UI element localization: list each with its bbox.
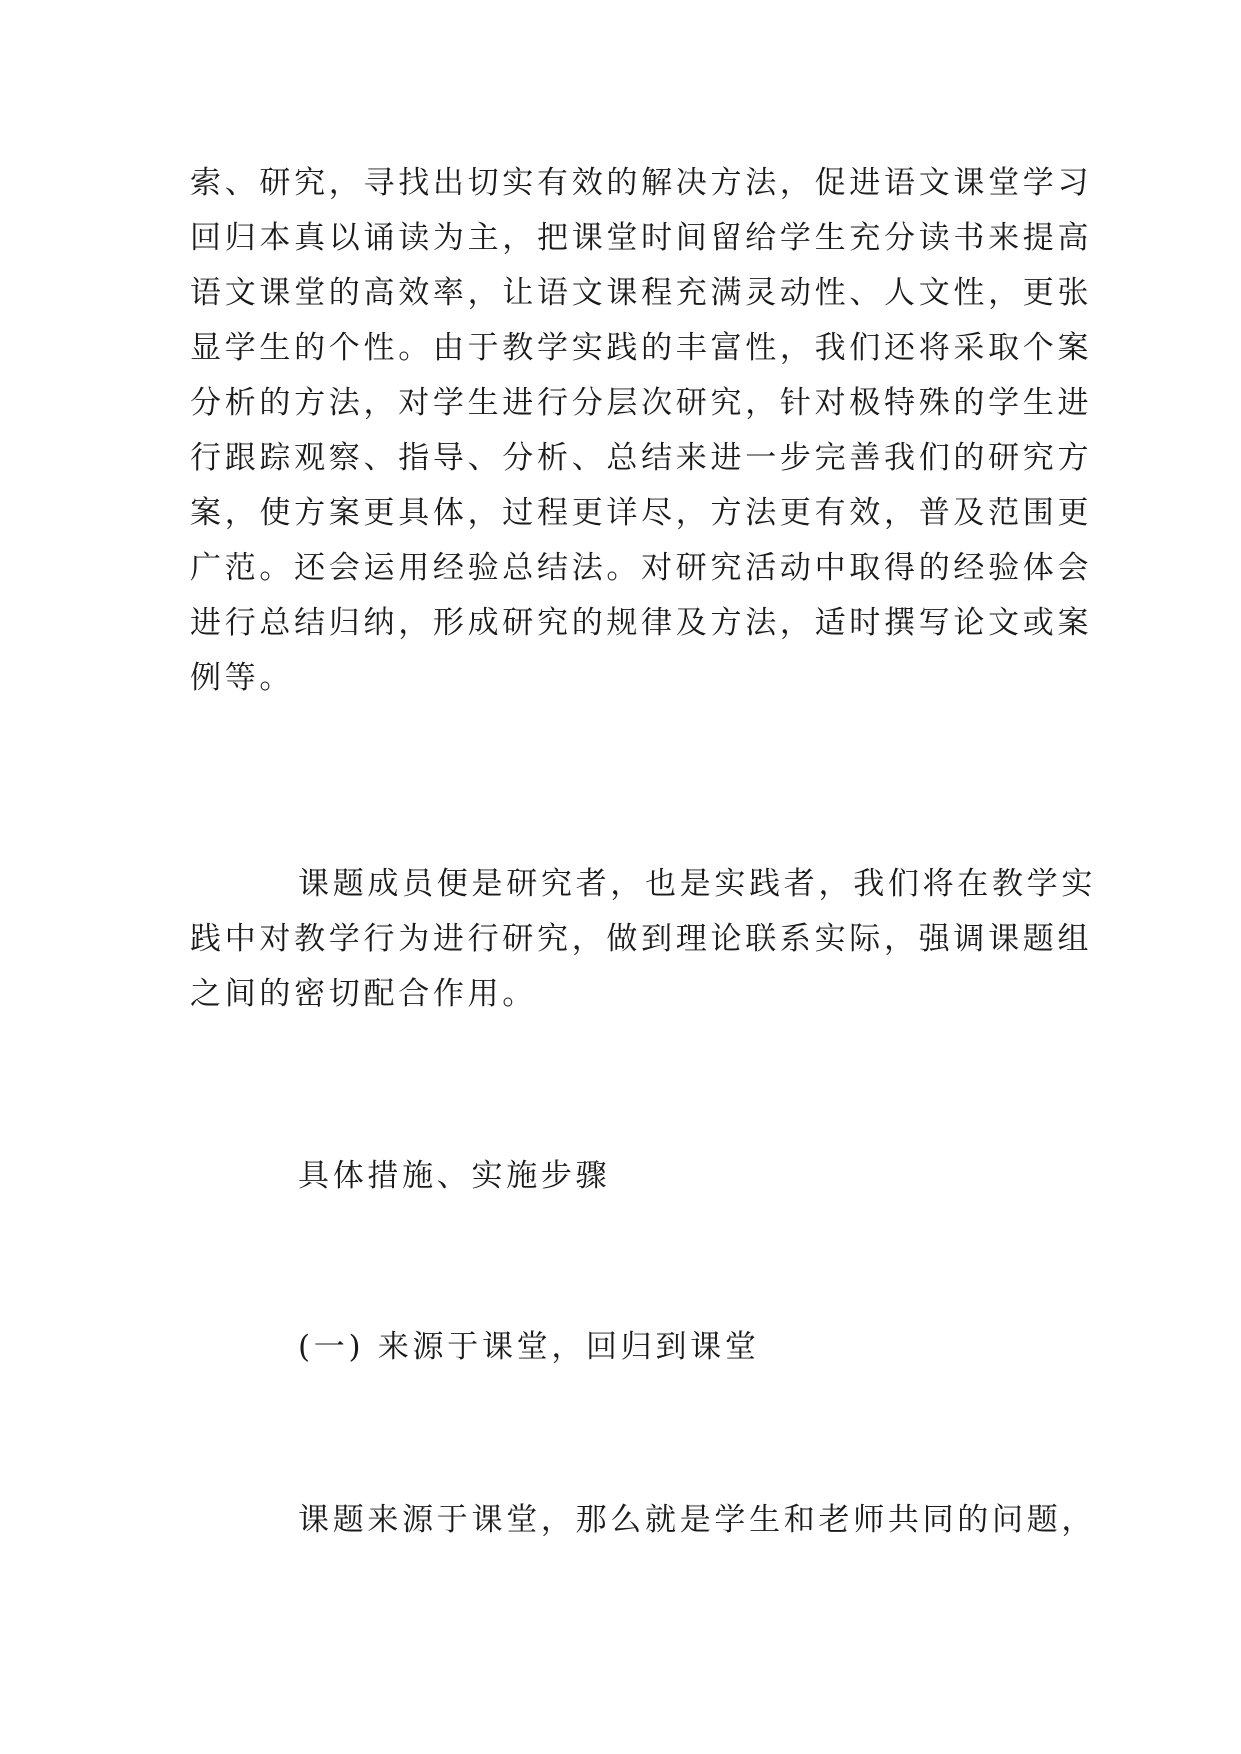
section-heading: 具体措施、实施步骤	[298, 1158, 611, 1194]
text-line: 分析的方法，对学生进行分层次研究，针对极特殊的学生进	[190, 385, 1093, 421]
text-line: 例等。	[190, 660, 295, 696]
text-line: 索、研究，寻找出切实有效的解决方法，促进语文课堂学习	[190, 165, 1093, 201]
text-line: 显学生的个性。由于教学实践的丰富性，我们还将采取个案	[190, 330, 1093, 366]
text-line: 广范。还会运用经验总结法。对研究活动中取得的经验体会	[190, 550, 1093, 586]
text-line: 课题来源于课堂，那么就是学生和老师共同的问题，	[298, 1502, 1097, 1538]
text-line: 进行总结归纳，形成研究的规律及方法，适时撰写论文或案	[190, 605, 1093, 641]
text-line: 回归本真以诵读为主，把课堂时间留给学生充分读书来提高	[190, 220, 1093, 256]
text-line: 课题成员便是研究者，也是实践者，我们将在教学实	[298, 866, 1097, 902]
text-line: 践中对教学行为进行研究，做到理论联系实际，强调课题组	[190, 921, 1093, 957]
text-line: 行跟踪观察、指导、分析、总结来进一步完善我们的研究方	[190, 440, 1093, 476]
text-line: 案，使方案更具体，过程更详尽，方法更有效，普及范围更	[190, 495, 1093, 531]
subsection-heading: (一) 来源于课堂，回归到课堂	[298, 1329, 760, 1365]
text-line: 语文课堂的高效率，让语文课程充满灵动性、人文性，更张	[190, 275, 1093, 311]
text-line: 之间的密切配合作用。	[190, 976, 537, 1012]
